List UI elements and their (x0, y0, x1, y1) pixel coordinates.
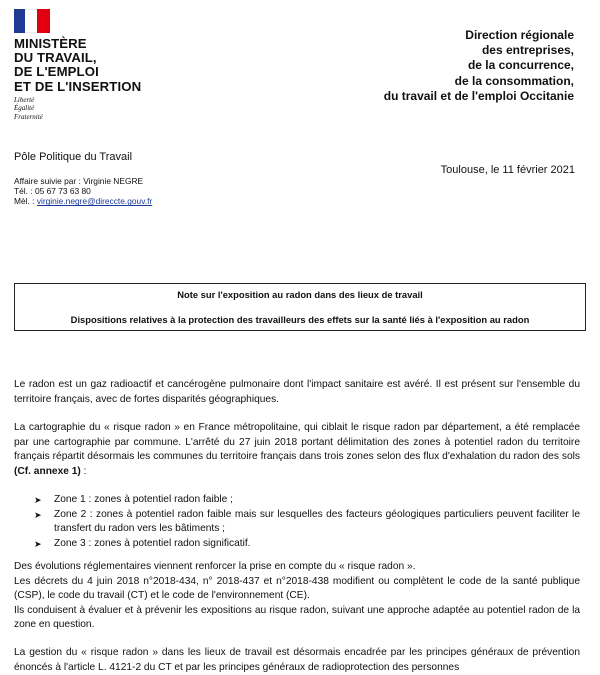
email-line (14, 196, 152, 206)
email-label: Mèl. : (14, 196, 37, 207)
zone-text: Zone 2 : zones à potentiel radon faible mais sur lesquelles des facteurs géologiques particuliers peuvent faciliter le transfert du radon vers les bâtiments ; (54, 508, 580, 534)
ministry-line: MINISTÈRE (14, 36, 87, 51)
marianne-flag-icon (14, 9, 50, 33)
ministry-line: DE L'EMPLOI (14, 64, 99, 80)
motto-line: Fraternité (14, 112, 43, 121)
pole-name: Pôle Politique du Travail (14, 151, 133, 163)
letter-date: Toulouse, le 11 février 2021 (440, 164, 575, 176)
list-item (34, 508, 580, 537)
note-title-box (14, 283, 586, 331)
annex-reference: (Cf. annexe 1) (14, 465, 81, 477)
cartography-end: : (80, 465, 87, 477)
ministry-line: ET DE L'INSERTION (14, 78, 142, 94)
email-link[interactable]: virginie.negre@direccte.gouv.fr (36, 196, 153, 207)
direction-line: des entreprises, (481, 43, 574, 58)
note-subtitle: Dispositions relatives à la protection des travailleurs des effets sur la santé liés à l'exposition au radon (70, 314, 530, 325)
motto-line: Liberté (14, 96, 35, 104)
phone-line: Tél. : 05 67 73 63 80 (14, 186, 91, 197)
regional-direction (384, 28, 574, 104)
paragraph-intro: Le radon est un gaz radioactif et cancérogène pulmonaire dont l'impact sanitaire est avéré. Il est présent sur l'ensemble du territoire français, avec de fortes disparités géographiques. (14, 379, 580, 405)
zone-list (34, 493, 580, 551)
direction-line: de la concurrence, (467, 58, 574, 73)
ministry-line: DU TRAVAIL, (14, 50, 97, 66)
paragraph-cartography (14, 421, 580, 479)
list-item (34, 493, 580, 508)
arrow-bullet-icon: ➤ (34, 509, 42, 520)
list-item (34, 537, 580, 552)
regulation-line: Les décrets du 4 juin 2018 n°2018-434, n° 2018-437 et n°2018-438 modifient ou complètent le code de la santé publique (CSP), le code du travail (CT) et le code de l'environnement (CE). (14, 575, 580, 601)
cartography-text: La cartographie du « risque radon » en France métropolitaine, qui ciblait le risque radon par département, a été remplacée par une cartographie par commune. L'arrêté du 27 juin 2018 portant délimitation des zones à potentiel radon du territoire français répartit désormais les communes du territoire français dans trois zones selon des flux d'exhalation du radon des sols (14, 422, 580, 462)
direction-line: du travail et de l'emploi Occitanie (383, 88, 574, 103)
zone-text: Zone 1 : zones à potentiel radon faible ; (54, 494, 233, 505)
note-title: Note sur l'exposition au radon dans des lieux de travail (177, 289, 423, 300)
regulation-line: Ils conduisent à évaluer et à prévenir les expositions au risque radon, suivant une approche adaptée au potentiel radon de la zone en question. (14, 604, 580, 630)
arrow-bullet-icon: ➤ (34, 495, 42, 505)
paragraph-regulation (14, 560, 580, 633)
republic-motto (14, 96, 43, 121)
direction-line: Direction régionale (465, 28, 574, 42)
arrow-bullet-icon: ➤ (34, 538, 42, 549)
affaire-line: Affaire suivie par : Virginie NEGRE (14, 176, 144, 186)
direction-line: de la consommation, (454, 73, 574, 88)
motto-line: Égalité (14, 104, 35, 113)
paragraph-management: La gestion du « risque radon » dans les lieux de travail est désormais encadrée par les principes généraux de prévention énoncés à l'article L. 4121-2 du CT et par les principes généraux de radioprotection des personnes (14, 647, 580, 673)
zone-text: Zone 3 : zones à potentiel radon significatif. (54, 537, 251, 549)
regulation-line: Des évolutions réglementaires viennent renforcer la prise en compte du « risque radon ». (14, 561, 416, 572)
contact-block (14, 176, 152, 207)
ministry-name (14, 37, 141, 94)
